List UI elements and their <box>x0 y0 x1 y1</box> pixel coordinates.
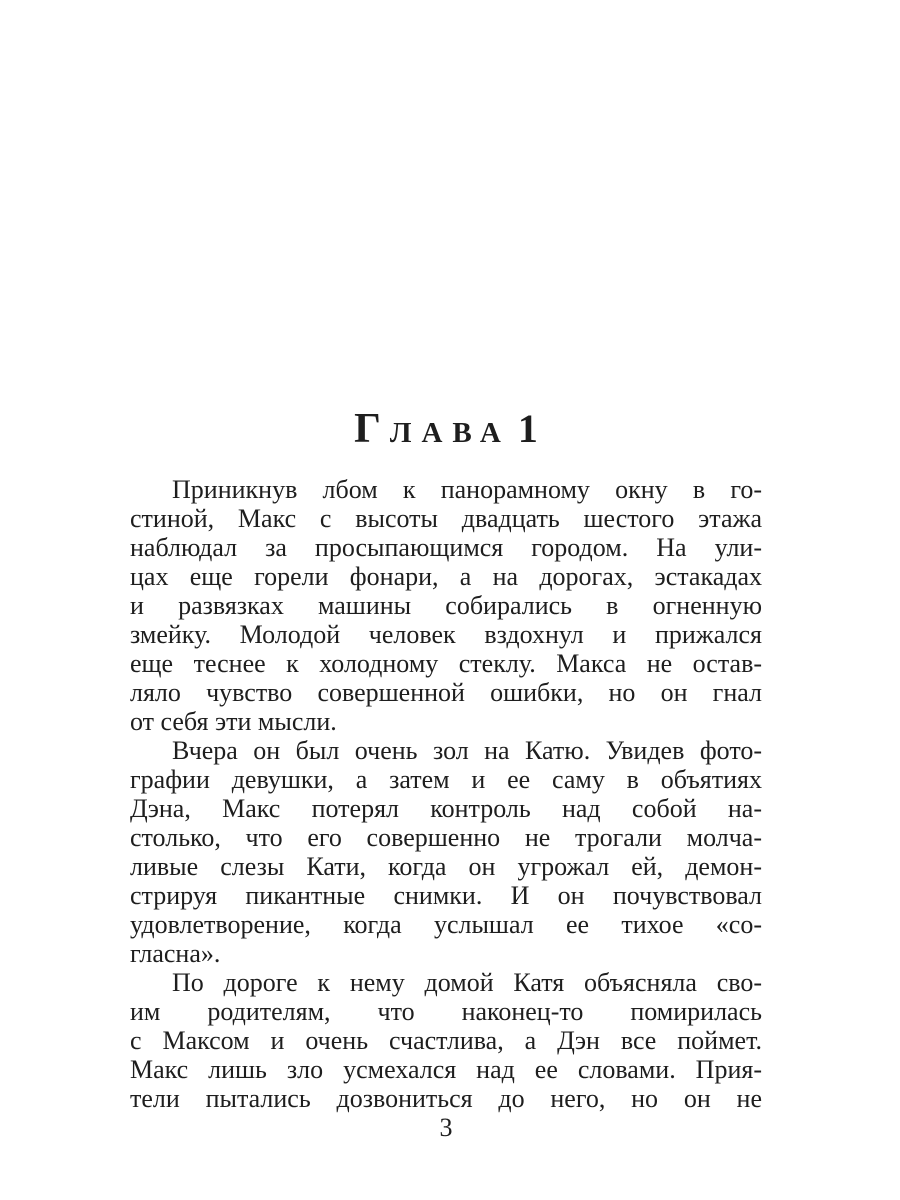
text-line: удовлетворение, когда услышал ее тихое «со- <box>130 910 762 939</box>
chapter-heading-initial: Г <box>354 406 381 452</box>
chapter-heading <box>130 406 762 456</box>
chapter-heading-smallcaps: ЛАВА <box>389 417 511 449</box>
text-line: гласна». <box>130 939 221 968</box>
text-line: Макс лишь зло усмехался над ее словами. Прия- <box>130 1055 762 1084</box>
paragraph <box>130 736 762 968</box>
text-line: По дороге к нему домой Катя объясняла сво- <box>172 968 762 997</box>
text-line: и развязках машины собирались в огненную <box>130 591 762 620</box>
chapter-heading-number: 1 <box>517 406 538 451</box>
text-line: Вчера он был очень зол на Катю. Увидев фото- <box>172 736 762 765</box>
chapter-body <box>130 475 762 1113</box>
text-line: стрируя пикантные снимки. И он почувствовал <box>130 881 762 910</box>
text-line: стиной, Макс с высоты двадцать шестого этажа <box>130 504 762 533</box>
text-line: еще теснее к холодному стеклу. Макса не остав- <box>130 649 762 678</box>
text-line: графии девушки, а затем и ее саму в объятиях <box>130 765 762 794</box>
text-line: тели пытались дозвониться до него, но он не <box>130 1084 762 1113</box>
paragraph <box>130 968 762 1113</box>
text-line: с Максом и очень счастлива, а Дэн все поймет. <box>130 1026 762 1055</box>
text-line: ливые слезы Кати, когда он угрожал ей, демон- <box>130 852 762 881</box>
text-line: ляло чувство совершенной ошибки, но он гнал <box>130 678 762 707</box>
page-number: 3 <box>439 1113 453 1142</box>
text-line: им родителям, что наконец-то помирилась <box>130 997 762 1026</box>
text-line: столько, что его совершенно не трогали молча- <box>130 823 762 852</box>
text-line: змейку. Молодой человек вздохнул и прижался <box>130 620 762 649</box>
text-line: цах еще горели фонари, а на дорогах, эстакадах <box>130 562 762 591</box>
text-line: от себя эти мысли. <box>130 707 337 736</box>
text-line: Дэна, Макс потерял контроль над собой на- <box>130 794 762 823</box>
paragraph <box>130 475 762 736</box>
text-line: Приникнув лбом к панорамному окну в го- <box>172 475 762 504</box>
text-line: наблюдал за просыпающимся городом. На ули- <box>130 533 762 562</box>
